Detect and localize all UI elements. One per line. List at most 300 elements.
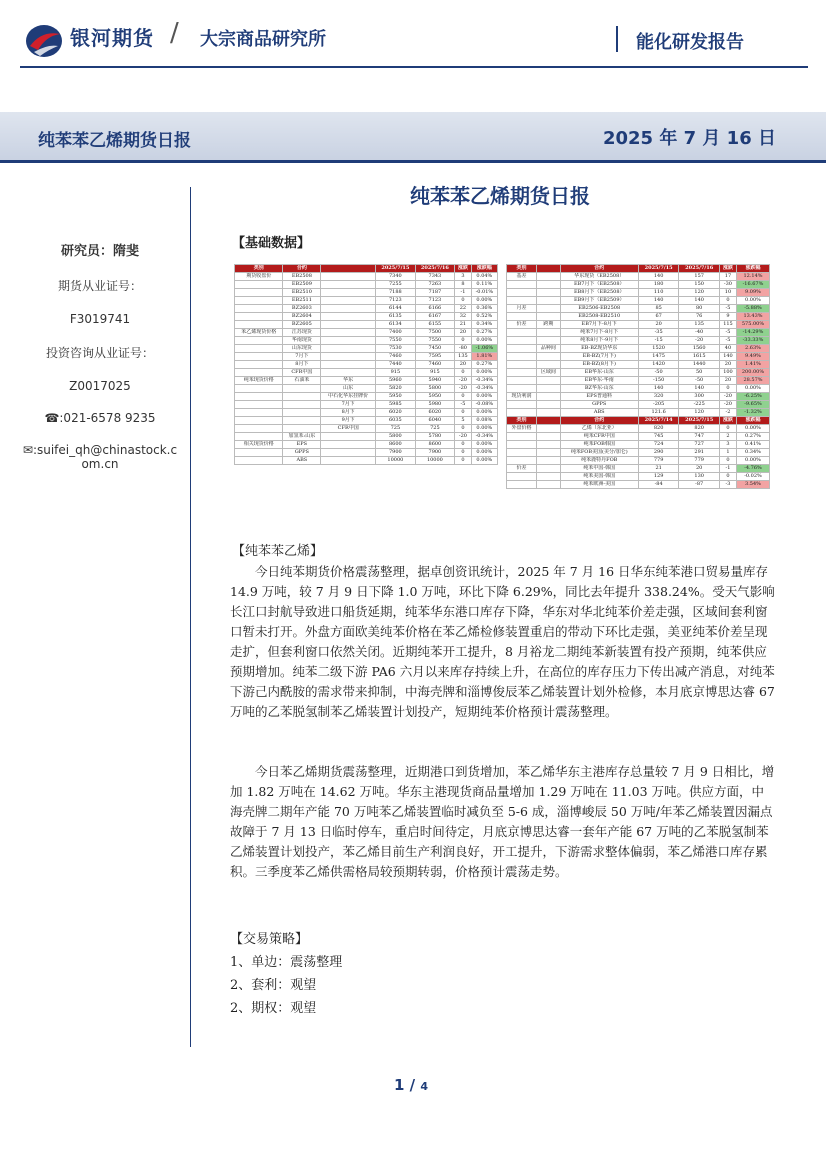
analyst-sidebar [20, 240, 180, 489]
table-cell [537, 393, 561, 401]
table-cell: 135 [679, 321, 720, 329]
table-cell: 1420 [638, 361, 679, 369]
table-cell: -14.29% [736, 329, 769, 337]
table-cell: 0.41% [736, 441, 769, 449]
table-cell: 2.63% [736, 345, 769, 353]
table-cell: -35 [638, 329, 679, 337]
table-cell: EB2509 [283, 281, 321, 289]
table-cell: 相关现货价格 [235, 441, 283, 449]
table-cell: -1.06% [471, 345, 497, 353]
table-cell: 725 [376, 425, 416, 433]
table-cell: 20 [719, 377, 736, 385]
table-cell: 纯苯8月下-9月下 [560, 337, 638, 345]
table-cell: -16.67% [736, 281, 769, 289]
table-cell: 28.57% [736, 377, 769, 385]
table-cell: -20 [455, 377, 472, 385]
table-row [507, 353, 770, 361]
table-cell: -0.02% [736, 473, 769, 481]
table-cell: -1 [719, 465, 736, 473]
table-cell: 华南现货 [283, 337, 321, 345]
table-cell: 1 [719, 449, 736, 457]
table-cell: 基差 [507, 273, 537, 281]
table-cell: 石油苯 [283, 377, 321, 385]
table-row [507, 377, 770, 385]
table-cell: 10 [719, 289, 736, 297]
table-cell: -20 [719, 401, 736, 409]
table-cell: 0 [455, 297, 472, 305]
table-cell: BZ2605 [283, 321, 321, 329]
table-cell: -0.34% [471, 377, 497, 385]
table-header-row [507, 265, 770, 273]
table-cell [235, 361, 283, 369]
table-cell: EB9月下（EB2509） [560, 297, 638, 305]
table-cell: 5 [455, 417, 472, 425]
table-cell: 0.34% [736, 449, 769, 457]
table-cell: 5980 [415, 401, 455, 409]
table-cell: 0 [455, 337, 472, 345]
table-cell: 0.04% [471, 273, 497, 281]
table-cell: 2025/7/16 [679, 265, 720, 273]
galaxy-logo-icon [24, 22, 64, 60]
table-row [507, 369, 770, 377]
table-cell: 2025/7/15 [376, 265, 416, 273]
table-cell [235, 353, 283, 361]
table-cell [235, 409, 283, 417]
table-cell: 140 [638, 273, 679, 281]
table-cell [507, 433, 537, 441]
table-row [507, 457, 770, 465]
table-cell [537, 353, 561, 361]
table-cell [537, 425, 561, 433]
table-cell: 纯苯中国-韩国 [560, 465, 638, 473]
table-cell: 0.00% [471, 369, 497, 377]
table-cell: 20 [638, 321, 679, 329]
table-cell: 6155 [415, 321, 455, 329]
table-cell: 32 [455, 313, 472, 321]
table-cell: 6135 [376, 313, 416, 321]
table-cell: GPPS [283, 449, 321, 457]
table-cell: 0.00% [471, 409, 497, 417]
table-cell [283, 417, 321, 425]
table-cell: 300 [679, 393, 720, 401]
report-type: 能化研发报告 [636, 32, 744, 53]
table-cell [537, 465, 561, 473]
table-cell [321, 457, 376, 465]
table-cell: 1.41% [736, 361, 769, 369]
table-cell: 7500 [415, 329, 455, 337]
table-cell: 0.00% [471, 425, 497, 433]
styrene-paragraph: 今日苯乙烯期货震荡整理，近期港口到货增加，苯乙烯华东主港库存总量较 7 月 9 日相比，增加 1.82 万吨在 14.62 万吨。华东主港现货商品量增加 1.29 万吨在 11.03 万吨。供应方面，中海壳牌二期年产能 70 万吨苯乙烯装置临时减负至 5-6 成，淄博峻辰 50 万吨/年苯乙烯装置因漏点故障于 7 月 13 日临时停车，重启时间待定，月底京博思达睿一套年产能 67 万吨的乙苯脱氢制苯乙烯装置计划投产，苯乙烯目前生产利润良好，开工提升，下游需求整体偏弱，苯乙烯港口库存累积。三季度苯乙烯供需格局较预期转弱，价格预计震荡走势。 [230, 764, 775, 879]
table-cell: 40 [719, 345, 736, 353]
table-cell: 0.11% [471, 281, 497, 289]
table-cell [235, 305, 283, 313]
table-cell [537, 337, 561, 345]
table-cell: 纯苯CFR中国 [560, 433, 638, 441]
table-cell [537, 265, 561, 273]
table-cell: BZ2603 [283, 305, 321, 313]
table-cell [235, 425, 283, 433]
table-cell: EPS [283, 441, 321, 449]
table-row [507, 441, 770, 449]
table-cell [537, 377, 561, 385]
table-cell [235, 449, 283, 457]
table-cell: 涨跌幅 [736, 265, 769, 273]
table-cell: EB-BZ(7月下) [560, 353, 638, 361]
table-cell [537, 449, 561, 457]
table-cell: 9.49% [736, 353, 769, 361]
table-row [507, 297, 770, 305]
strategy-block [230, 928, 342, 1020]
table-cell: 157 [679, 273, 720, 281]
table-cell: EB-BZ现货华东 [560, 345, 638, 353]
table-cell: 外盘价格 [507, 425, 537, 433]
table-row [235, 281, 498, 289]
table-cell [507, 473, 537, 481]
phone: ☎:021-6578 9235 [44, 411, 156, 425]
table-cell: 290 [638, 449, 679, 457]
table-cell: 13.43% [736, 313, 769, 321]
table-cell [537, 273, 561, 281]
table-cell: 2 [719, 433, 736, 441]
header-rule [20, 66, 808, 68]
banner-date: 2025 年 7 月 16 日 [602, 128, 776, 149]
table-cell: 10000 [415, 457, 455, 465]
table-row [235, 345, 498, 353]
table-cell: 纯苯美国-韩国 [560, 473, 638, 481]
table-cell: 纯苯欧洲-美国 [560, 481, 638, 489]
table-cell [507, 297, 537, 305]
table-cell: 1440 [679, 361, 720, 369]
table-cell: 0.36% [471, 305, 497, 313]
table-cell: 8600 [415, 441, 455, 449]
table-cell: 0 [455, 409, 472, 417]
table-cell: 5940 [415, 377, 455, 385]
table-cell: 7123 [376, 297, 416, 305]
table-cell: EB2511 [283, 297, 321, 305]
table-cell [321, 441, 376, 449]
table-cell: 0.34% [471, 321, 497, 329]
table-cell: CFR中国 [321, 425, 376, 433]
table-cell: 涨跌 [719, 417, 736, 425]
table-cell: 0 [719, 385, 736, 393]
table-cell: 135 [455, 353, 472, 361]
table-row [507, 409, 770, 417]
table-cell: 21 [455, 321, 472, 329]
table-cell: 3 [719, 441, 736, 449]
table-cell: 6167 [415, 313, 455, 321]
table-cell [235, 321, 283, 329]
table-cell [537, 481, 561, 489]
table-cell: 合约 [560, 265, 638, 273]
table-row [235, 329, 498, 337]
table-cell: 7187 [415, 289, 455, 297]
table-cell: 7255 [376, 281, 416, 289]
table-cell: -2 [719, 409, 736, 417]
table-cell: 140 [679, 297, 720, 305]
table-cell: -15 [638, 337, 679, 345]
table-cell [507, 409, 537, 417]
table-cell [507, 377, 537, 385]
table-cell: 0.00% [471, 393, 497, 401]
table-cell: 320 [638, 393, 679, 401]
table-cell: 140 [679, 385, 720, 393]
table-cell [235, 297, 283, 305]
table-cell [507, 441, 537, 449]
table-cell: 1.81% [471, 353, 497, 361]
table-cell [321, 313, 376, 321]
table-cell: -20 [679, 337, 720, 345]
table-cell: 12.14% [736, 273, 769, 281]
table-cell: 745 [638, 433, 679, 441]
table-cell [507, 449, 537, 457]
document-title: 纯苯苯乙烯期货日报 [410, 184, 590, 208]
table-cell: 纯苯7月下-8月下 [560, 329, 638, 337]
table-cell: 8600 [376, 441, 416, 449]
table-cell: 期货收盘价 [235, 273, 283, 281]
table-row [507, 289, 770, 297]
table-cell: 6144 [376, 305, 416, 313]
table-cell [507, 481, 537, 489]
table-cell [321, 281, 376, 289]
table-row [507, 481, 770, 489]
table-cell: 915 [376, 369, 416, 377]
table-cell: 0 [455, 393, 472, 401]
table-row [507, 473, 770, 481]
table-cell: 20 [455, 361, 472, 369]
table-cell: 7900 [376, 449, 416, 457]
table-cell [235, 289, 283, 297]
table-cell: 21 [638, 465, 679, 473]
table-row [235, 321, 498, 329]
sidebar-divider [190, 187, 191, 1047]
table-row [507, 273, 770, 281]
table-cell: -5 [719, 337, 736, 345]
table-cell [537, 281, 561, 289]
table-cell: 加氢苯:山东 [283, 433, 321, 441]
table-cell [321, 329, 376, 337]
license-number: F3019741 [69, 312, 131, 326]
table-cell: 品种间 [537, 345, 561, 353]
table-cell [235, 401, 283, 409]
table-cell [283, 425, 321, 433]
table-cell: 7530 [376, 345, 416, 353]
table-cell [537, 441, 561, 449]
table-row [235, 433, 498, 441]
table-cell [537, 329, 561, 337]
table-cell: 20 [719, 361, 736, 369]
table-cell: 20 [455, 329, 472, 337]
table-cell: -20 [719, 393, 736, 401]
table-cell: 6134 [376, 321, 416, 329]
table-cell: 0 [719, 425, 736, 433]
table-cell: 涨跌幅 [471, 265, 497, 273]
table-cell: -4.76% [736, 465, 769, 473]
spread-table [506, 264, 770, 489]
table-cell: 5950 [415, 393, 455, 401]
table-cell: 7263 [415, 281, 455, 289]
table-cell: 合约 [283, 265, 321, 273]
table-row [507, 433, 770, 441]
email[interactable]: ✉:suifei_qh@chinastock.com.cn [22, 443, 178, 471]
benzene-paragraph: 今日纯苯期货价格震荡整理，据卓创资讯统计，2025 年 7 月 16 日华东纯苯港口贸易量库存 14.9 万吨，较 7 月 9 日下降 1.0 万吨，环比下降 6.29%，同比去年提升 338.24%。受天气影响长江口封航导致进口船货延期，纯苯华东港口库存下降，华东对华北纯苯价差走强，区域间套利窗口暂未打开。外盘方面欧美纯苯价格在苯乙烯检修装置重启的带动下环比走强，美亚纯苯价差呈现走扩，但套利窗口依然关闭。近期纯苯开工提升，8 月裕龙二期纯苯新装置有投产预期，纯苯供应预期增加。纯苯二级下游 PA6 六月以来库存持续上升，在高位的库存压力下传出减产消息，对纯苯下游己内酰胺的需求带来抑制，中海壳牌和淄博俊辰苯乙烯装置计划外检修，本月底京博思达睿 67 万吨的乙苯脱氢制苯乙烯装置计划投产，短期纯苯价格预计震荡整理。 [230, 564, 775, 719]
table-cell: 724 [638, 441, 679, 449]
table-cell [507, 313, 537, 321]
table-cell [507, 329, 537, 337]
table-cell: 纯苯FOB美国(美分/加仑) [560, 449, 638, 457]
table-cell: 7440 [376, 361, 416, 369]
table-cell [321, 449, 376, 457]
table-cell: 3.54% [736, 481, 769, 489]
table-cell: EB-BZ(8月下) [560, 361, 638, 369]
table-cell: 17 [719, 273, 736, 281]
table-cell: ABS [283, 457, 321, 465]
table-cell: 7595 [415, 353, 455, 361]
strategy-item: 2、期权：观望 [230, 1001, 317, 1016]
table-cell: 0.27% [736, 433, 769, 441]
table-cell [537, 385, 561, 393]
current-page: 1 [394, 1076, 405, 1094]
table-cell: 0.08% [471, 417, 497, 425]
table-cell [507, 457, 537, 465]
table-cell: 纯苯现货价格 [235, 377, 283, 385]
table-cell: 月差 [507, 305, 537, 313]
table-cell: 合约 [560, 417, 638, 425]
table-cell: 7450 [415, 345, 455, 353]
table-cell: 115 [719, 321, 736, 329]
table-row [235, 393, 498, 401]
table-cell [321, 289, 376, 297]
table-cell: 9.09% [736, 289, 769, 297]
table-cell: 150 [679, 281, 720, 289]
table-row [235, 313, 498, 321]
table-cell: 1560 [679, 345, 720, 353]
table-cell: 100 [719, 369, 736, 377]
table-row [507, 401, 770, 409]
table-row [507, 281, 770, 289]
table-cell: 价差 [507, 321, 537, 329]
table-row [235, 361, 498, 369]
table-cell: 820 [679, 425, 720, 433]
futures-spot-table [234, 264, 498, 465]
table-cell: 8月下 [283, 361, 321, 369]
table-cell: -6.25% [736, 393, 769, 401]
table-cell: 0.00% [736, 297, 769, 305]
table-cell: 2025/7/14 [638, 417, 679, 425]
table-cell: 779 [638, 457, 679, 465]
table-cell: 80 [679, 305, 720, 313]
table-row [235, 353, 498, 361]
table-cell: 0.00% [471, 449, 497, 457]
table-cell: 6020 [415, 409, 455, 417]
table-cell [537, 305, 561, 313]
table-cell: -0.34% [471, 385, 497, 393]
table-cell: 5950 [376, 393, 416, 401]
table-cell [537, 313, 561, 321]
table-cell [321, 273, 376, 281]
table-cell: -84 [638, 481, 679, 489]
table-row [235, 425, 498, 433]
table-cell: -5.88% [736, 305, 769, 313]
table-cell [507, 353, 537, 361]
table-row [507, 337, 770, 345]
table-cell: 涨跌幅 [736, 417, 769, 425]
table-cell [537, 417, 561, 425]
table-cell: 8 [455, 281, 472, 289]
table-cell: 5800 [415, 385, 455, 393]
table-row [235, 385, 498, 393]
table-cell [235, 345, 283, 353]
table-cell: -1.32% [736, 409, 769, 417]
table-cell: 291 [679, 449, 720, 457]
table-cell: 9 [719, 313, 736, 321]
table-row [235, 449, 498, 457]
table-cell: 725 [415, 425, 455, 433]
table-row [235, 337, 498, 345]
table-cell: 7340 [376, 273, 416, 281]
table-cell: 0 [719, 297, 736, 305]
table-cell: 5800 [376, 433, 416, 441]
title-banner [0, 112, 826, 163]
table-cell: 7460 [376, 353, 416, 361]
table-cell [235, 313, 283, 321]
table-cell: 120 [679, 289, 720, 297]
table-cell: BZ华东-山东 [560, 385, 638, 393]
table-cell: -205 [638, 401, 679, 409]
table-cell: 20 [679, 465, 720, 473]
table-cell: 跨期 [537, 321, 561, 329]
table-cell [235, 417, 283, 425]
header-separator [616, 26, 618, 52]
table-cell [321, 337, 376, 345]
table-cell: 140 [719, 353, 736, 361]
header-slash: / [170, 18, 179, 48]
table-cell: 120 [679, 409, 720, 417]
table-cell [537, 289, 561, 297]
table-row [507, 465, 770, 473]
table-cell [537, 297, 561, 305]
table-row [507, 321, 770, 329]
table-row [507, 313, 770, 321]
table-cell [235, 393, 283, 401]
table-cell: -80 [455, 345, 472, 353]
table-cell: 苯乙烯现货价格 [235, 329, 283, 337]
table-cell: 140 [638, 297, 679, 305]
table-cell: 6020 [376, 409, 416, 417]
table-cell: 0.27% [471, 329, 497, 337]
section-benzene: 【纯苯苯乙烯】 [232, 544, 324, 559]
table-cell: 7343 [415, 273, 455, 281]
company-name: 银河期货 [70, 26, 154, 50]
section-basic-data: 【基础数据】 [232, 236, 311, 251]
table-cell: 727 [679, 441, 720, 449]
table-row [507, 385, 770, 393]
table-cell: 华东现货（EB2508） [560, 273, 638, 281]
table-header-row [235, 265, 498, 273]
table-cell: 779 [679, 457, 720, 465]
table-cell: 820 [638, 425, 679, 433]
table-cell: 6040 [415, 417, 455, 425]
table-cell: 110 [638, 289, 679, 297]
table-cell [537, 457, 561, 465]
table-cell: EB7月下（EB2508） [560, 281, 638, 289]
table-cell: 85 [638, 305, 679, 313]
table-cell [321, 433, 376, 441]
table-cell: 类别 [507, 265, 537, 273]
table-cell: 7400 [376, 329, 416, 337]
table-cell: 5985 [376, 401, 416, 409]
table-cell [283, 393, 321, 401]
page-header [0, 0, 826, 70]
